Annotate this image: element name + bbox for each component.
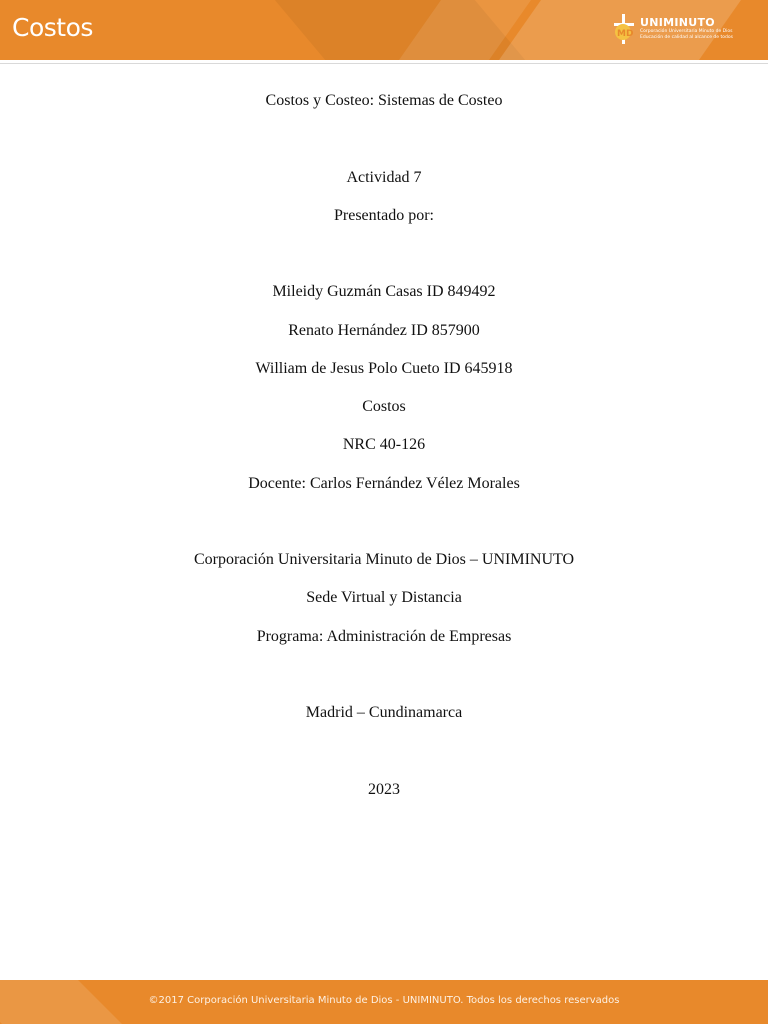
nrc-code: NRC 40-126 bbox=[342, 436, 426, 454]
city-name: Madrid – Cundinamarca bbox=[305, 704, 463, 721]
logo-emblem-icon bbox=[612, 12, 638, 48]
footer-copyright: ©2017 Corporación Universitaria Minuto de Dios - UNIMINUTO. Todos los derechos reservados bbox=[148, 995, 620, 1006]
year: 2023 bbox=[368, 780, 400, 798]
svg-text:MD: MD bbox=[617, 29, 634, 39]
cover-page bbox=[0, 88, 768, 815]
header-title: Costos bbox=[12, 13, 93, 42]
institution-name: Corporación Universitaria Minuto de Dios – UNIMINUTO bbox=[193, 551, 575, 568]
header-divider bbox=[0, 63, 768, 64]
author-name: William de Jesus Polo Cueto ID 645918 bbox=[255, 359, 513, 377]
program-name: Programa: Administración de Empresas bbox=[256, 627, 512, 645]
presented-by-label: Presentado por: bbox=[334, 206, 434, 224]
subject-name: Costos bbox=[362, 398, 406, 415]
uniminuto-logo bbox=[612, 12, 742, 48]
author-name: Mileidy Guzmán Casas ID 849492 bbox=[272, 283, 496, 301]
logo-tagline: Educación de calidad al alcance de todos bbox=[640, 35, 733, 40]
logo-subtitle: Corporación Universitaria Minuto de Dios bbox=[640, 29, 733, 34]
author-name: Renato Hernández ID 857900 bbox=[288, 321, 480, 339]
campus-name: Sede Virtual y Distancia bbox=[306, 589, 462, 607]
teacher-name: Docente: Carlos Fernández Vélez Morales bbox=[248, 474, 520, 492]
logo-name: UNIMINUTO bbox=[640, 16, 715, 29]
course-title: Costos y Costeo: Sistemas de Costeo bbox=[265, 92, 503, 109]
page-header bbox=[0, 0, 768, 60]
activity-label: Actividad 7 bbox=[346, 168, 422, 186]
page-footer bbox=[0, 980, 768, 1024]
